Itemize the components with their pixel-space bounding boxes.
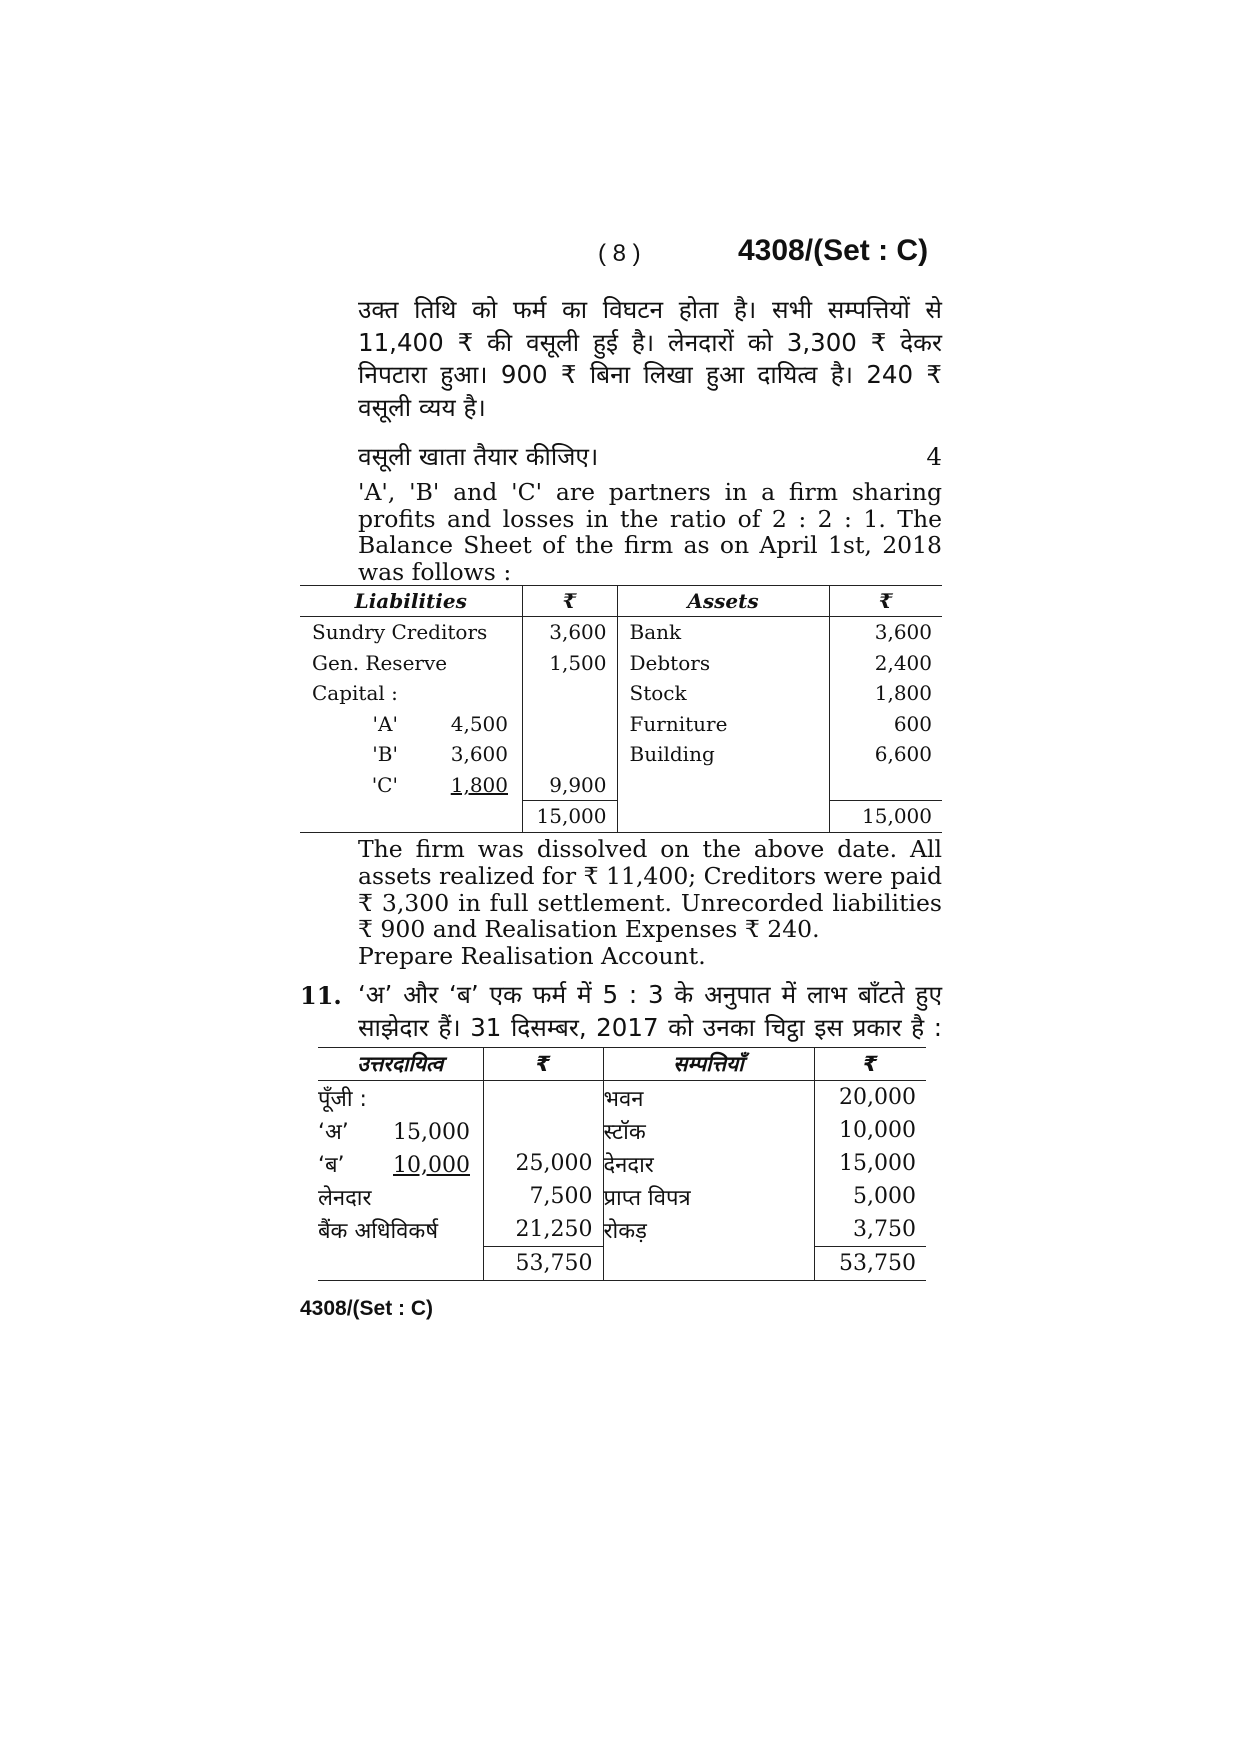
asset-label: Debtors xyxy=(617,648,829,679)
rupee-header: ₹ xyxy=(829,586,942,617)
gen-reserve-amount: 1,500 xyxy=(522,648,617,679)
partner-name: 'A' xyxy=(372,711,398,736)
partner-name: 'C' xyxy=(371,773,398,797)
creditors-label: लेनदार xyxy=(318,1180,483,1213)
bank-overdraft-amount: 21,250 xyxy=(483,1213,603,1247)
q10-english-line: The firm was dissolved on the above date. All xyxy=(358,835,942,863)
assets-header: Assets xyxy=(617,586,829,617)
creditors-amount: 7,500 xyxy=(483,1180,603,1213)
paper-code-header: 4308/(Set : C) xyxy=(738,234,929,267)
gen-reserve-label: Gen. Reserve xyxy=(300,648,522,679)
table-row xyxy=(318,1180,926,1213)
capital-total: 25,000 xyxy=(483,1147,603,1180)
partner-capital: 3,600 xyxy=(450,742,508,767)
liabilities-total: 53,750 xyxy=(483,1247,603,1281)
partner-capital: 4,500 xyxy=(450,711,508,736)
table-row xyxy=(318,1213,926,1247)
asset-label: Stock xyxy=(617,678,829,709)
asset-label: Bank xyxy=(617,617,829,648)
q10-english-intro xyxy=(358,479,942,585)
asset-amount: 2,400 xyxy=(874,650,932,675)
capital-total: 9,900 xyxy=(522,770,617,801)
asset-amount: 15,000 xyxy=(839,1151,916,1176)
table-row xyxy=(318,1114,926,1147)
table-row xyxy=(318,1147,926,1180)
q10-english-line: ₹ 900 and Realisation Expenses ₹ 240. xyxy=(358,915,820,944)
q10-hindi-instruction-row xyxy=(358,441,942,474)
q10-hindi-line: 11,400 ₹ की वसूली हुई है। लेनदारों को 3,300 ₹ देकर xyxy=(358,327,942,357)
q10-hindi-text xyxy=(358,294,942,424)
rupee-header: ₹ xyxy=(814,1048,926,1081)
asset-amount: 20,000 xyxy=(839,1085,916,1110)
liabilities-header: Liabilities xyxy=(300,586,522,617)
asset-label: Furniture xyxy=(617,709,829,740)
capital-label: पूँजी : xyxy=(318,1081,483,1115)
q10-english-line: profits and losses in the ratio of 2 : 2 : 1. The xyxy=(358,504,942,533)
partner-name: ‘ब’ xyxy=(318,1152,345,1178)
q10-english-closing xyxy=(358,836,942,970)
table-row xyxy=(300,648,942,679)
question-number: 11. xyxy=(300,981,342,1010)
partner-capital: 1,800 xyxy=(450,773,508,797)
q10-english-line: ₹ 3,300 in full settlement. Unrecorded liabilities xyxy=(358,888,942,917)
table-row xyxy=(300,770,942,801)
q10-english-line: assets realized for ₹ 11,400; Creditors were paid xyxy=(358,861,942,890)
page-number: ( 8 ) xyxy=(598,240,641,267)
asset-label: रोकड़ xyxy=(603,1213,814,1247)
paper-code-footer: 4308/(Set : C) xyxy=(300,1297,434,1320)
q10-english-line: was follows : xyxy=(358,557,512,586)
liabilities-total: 15,000 xyxy=(522,801,617,833)
balance-sheet-1 xyxy=(300,585,942,833)
q10-hindi-line: निपटारा हुआ। 900 ₹ बिना लिखा हुआ दायित्व है। 240 ₹ xyxy=(358,360,942,389)
asset-amount: 600 xyxy=(893,711,932,736)
table-row xyxy=(300,678,942,709)
q10-english-line: Balance Sheet of the firm as on April 1st, 2018 xyxy=(358,531,942,559)
sundry-creditors-amount: 3,600 xyxy=(522,617,617,648)
asset-amount: 1,800 xyxy=(874,681,932,706)
asset-amount: 5,000 xyxy=(853,1184,916,1209)
asset-label: देनदार xyxy=(603,1147,814,1180)
capital-label: Capital : xyxy=(300,678,522,709)
asset-amount: 3,600 xyxy=(874,620,932,645)
q10-english-line: Prepare Realisation Account. xyxy=(358,942,706,971)
q10-hindi-instruction: वसूली खाता तैयार कीजिए। xyxy=(358,442,599,471)
q11-line: साझेदार हैं। 31 दिसम्बर, 2017 को उनका चिट्ठा इस प्रकार है : xyxy=(358,1012,942,1042)
total-row xyxy=(300,801,942,833)
asset-label: Building xyxy=(617,739,829,770)
q10-english-line: 'A', 'B' and 'C' are partners in a firm sharing xyxy=(358,478,942,506)
q10-hindi-line: उक्त तिथि को फर्म का विघटन होता है। सभी सम्पत्तियों से xyxy=(358,295,942,324)
partner-name: 'B' xyxy=(372,742,398,767)
table-row xyxy=(300,709,942,740)
total-row xyxy=(318,1247,926,1281)
rupee-header: ₹ xyxy=(483,1048,603,1081)
table-row xyxy=(300,739,942,770)
asset-amount: 6,600 xyxy=(874,742,932,767)
asset-amount: 3,750 xyxy=(814,1213,926,1247)
partner-name: ‘अ’ xyxy=(318,1119,349,1145)
asset-label: स्टॉक xyxy=(603,1114,814,1147)
asset-amount: 10,000 xyxy=(839,1118,916,1143)
asset-label: प्राप्त विपत्र xyxy=(603,1180,814,1213)
balance-sheet-2 xyxy=(318,1047,926,1281)
sundry-creditors-label: Sundry Creditors xyxy=(300,617,522,648)
partner-capital: 10,000 xyxy=(393,1152,470,1178)
assets-header: सम्पत्तियाँ xyxy=(603,1048,814,1081)
liabilities-header: उत्तरदायित्व xyxy=(318,1048,483,1081)
rupee-header: ₹ xyxy=(522,586,617,617)
table-row xyxy=(300,617,942,648)
q10-hindi-line: वसूली व्यय है। xyxy=(358,392,486,422)
q11-text xyxy=(358,979,942,1044)
bank-overdraft-label: बैंक अधिविकर्ष xyxy=(318,1213,483,1247)
q10-marks: 4 xyxy=(926,442,942,471)
assets-total: 53,750 xyxy=(839,1251,916,1276)
q11-line: ‘अ’ और ‘ब’ एक फर्म में 5 : 3 के अनुपात में लाभ बाँटते हुए xyxy=(358,980,942,1009)
asset-label: भवन xyxy=(603,1081,814,1115)
partner-capital: 15,000 xyxy=(393,1119,470,1145)
table-row xyxy=(318,1081,926,1115)
assets-total: 15,000 xyxy=(862,804,932,829)
